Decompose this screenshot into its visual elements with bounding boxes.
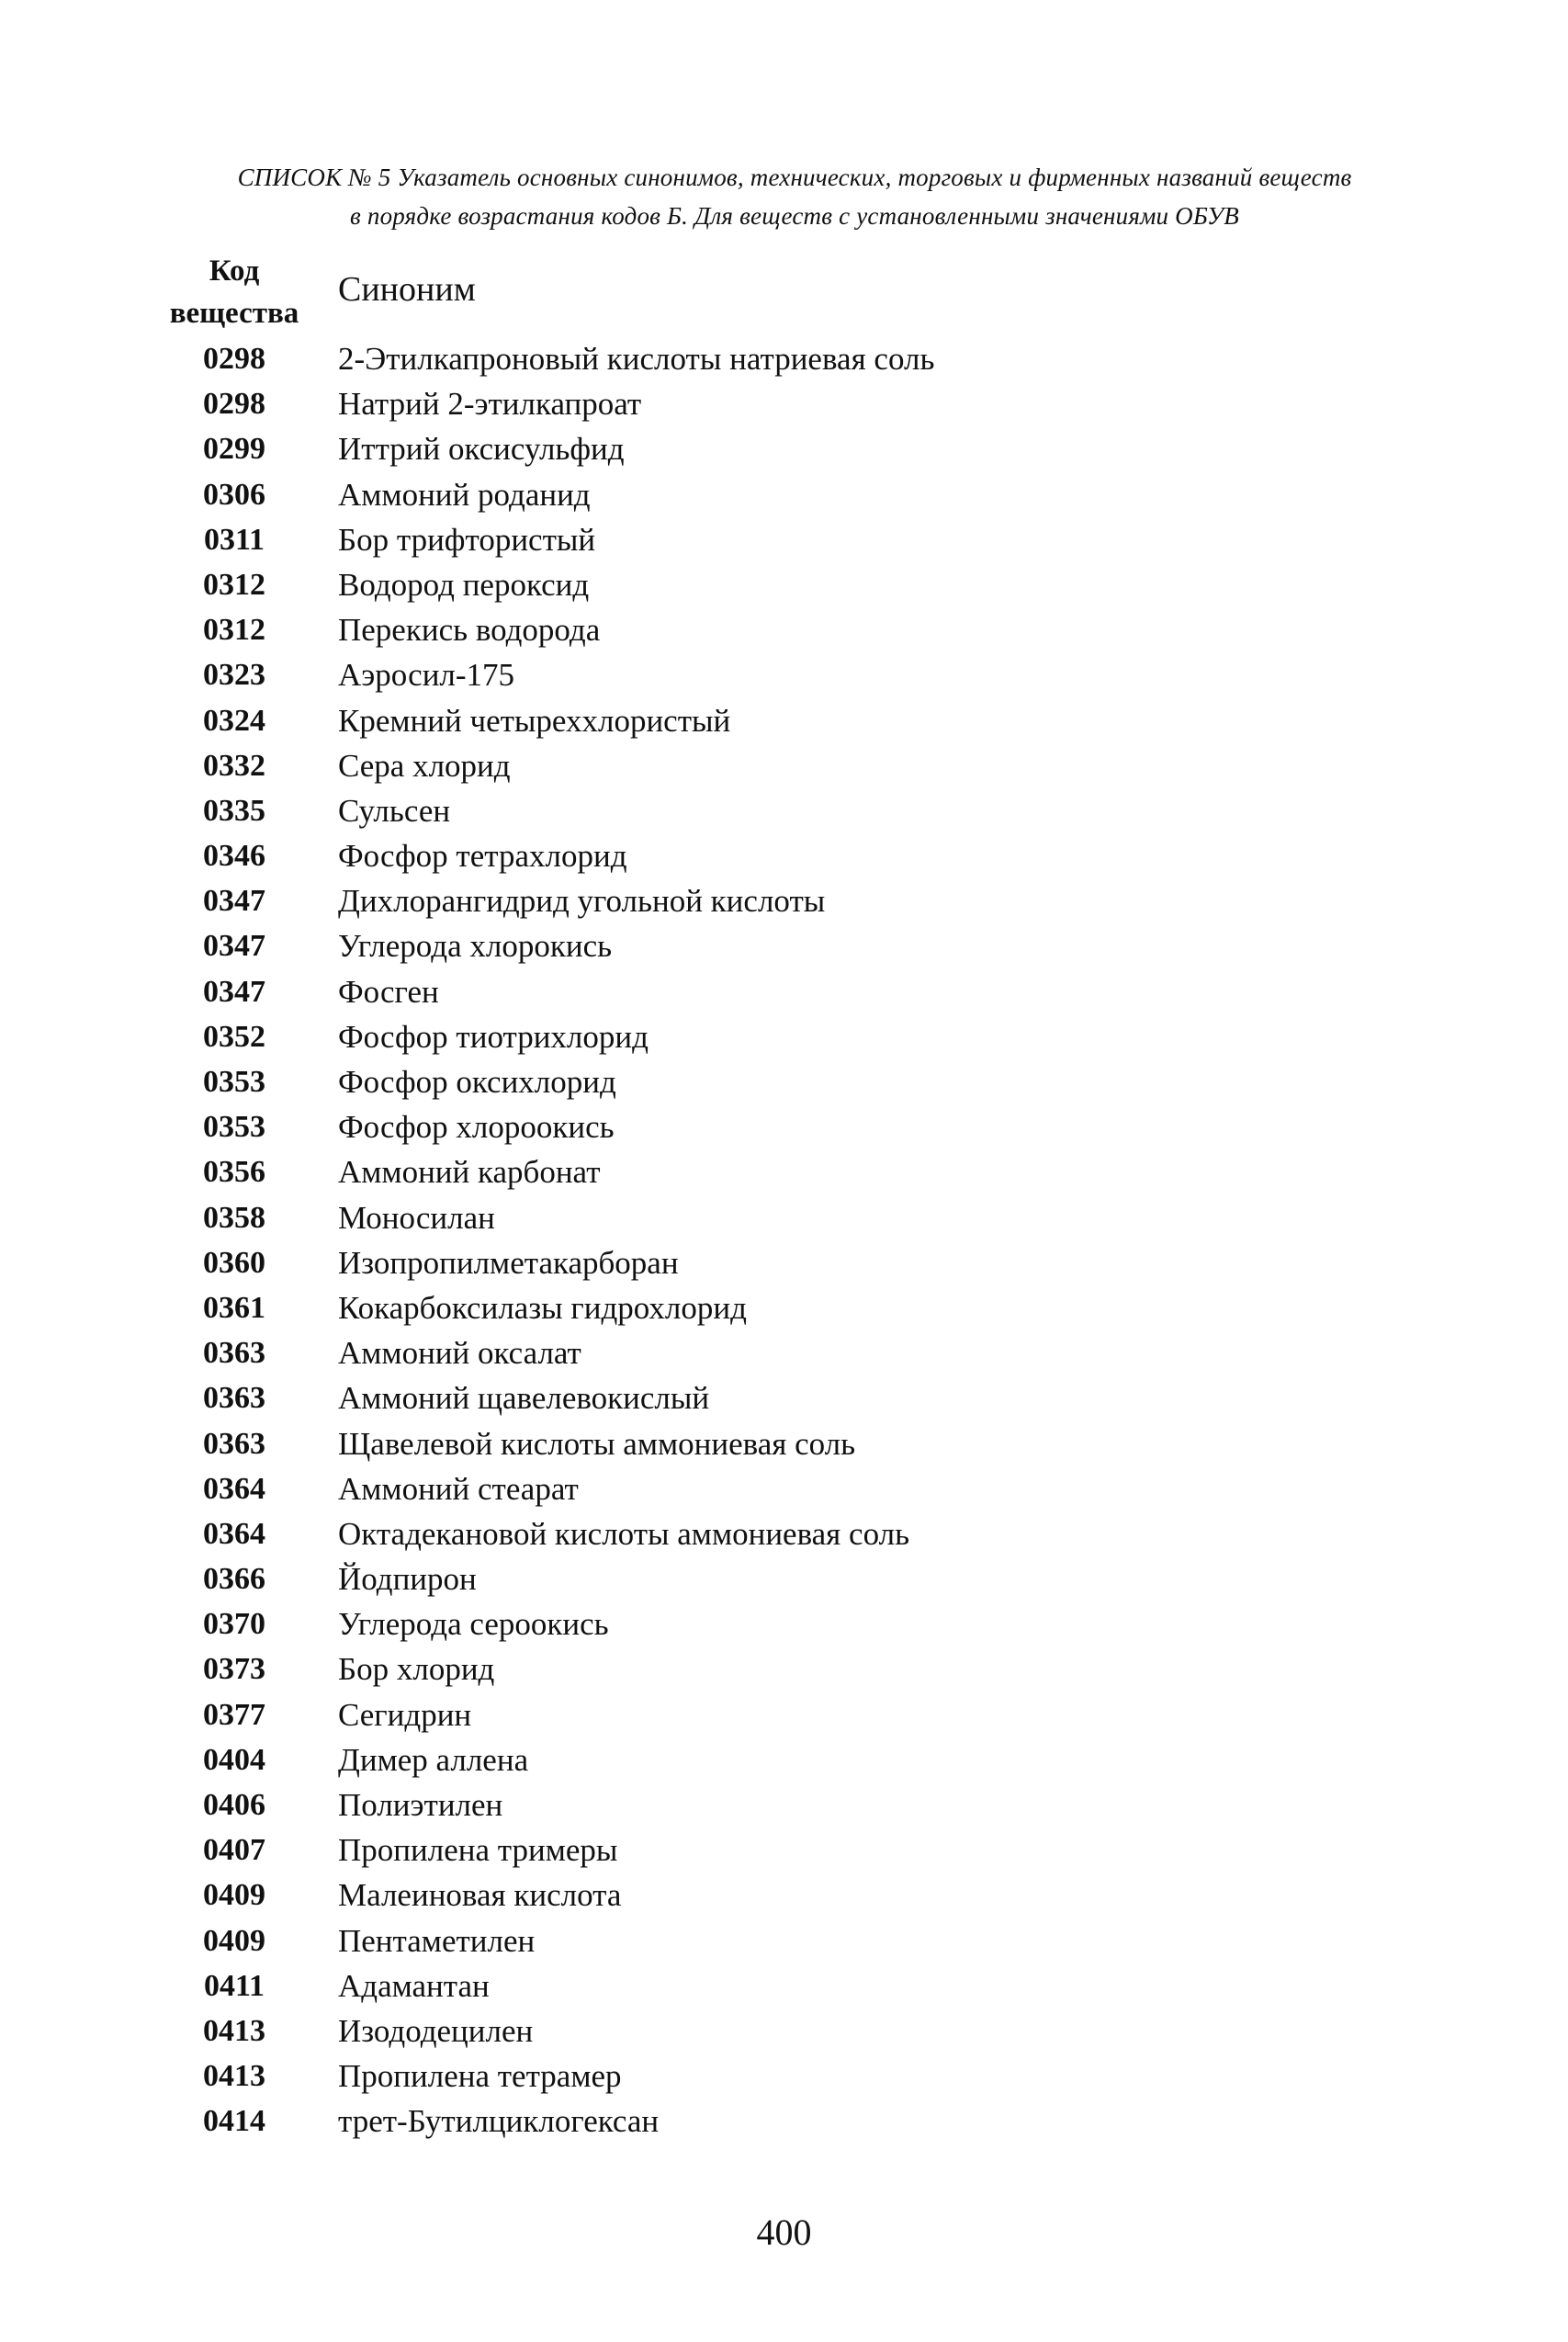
header-line-2: в порядке возрастания кодов Б. Для веществ с установленными значениями ОБУВ xyxy=(350,202,1239,230)
table-row xyxy=(138,878,1332,923)
substance-code: 0411 xyxy=(203,1968,265,2003)
code-header-line-2: вещества xyxy=(169,297,299,330)
substance-code: 0409 xyxy=(203,1923,265,1958)
substance-code: 0352 xyxy=(203,1019,265,1054)
substance-code: 0409 xyxy=(203,1878,265,1913)
table-row xyxy=(138,1692,1332,1737)
synonym-name: Пропилена тетрамер xyxy=(338,2058,622,2095)
substance-code: 0298 xyxy=(203,342,265,376)
synonym-name: Пропилена тримеры xyxy=(338,1832,618,1869)
table-row xyxy=(138,472,1332,517)
substance-code: 0353 xyxy=(203,1110,265,1145)
table-row xyxy=(138,1918,1332,1963)
substance-code: 0347 xyxy=(203,974,265,1009)
header-line-1: СПИСОК № 5 Указатель основных синонимов, технических, торговых и фирменных названий веществ xyxy=(237,164,1352,191)
substance-code: 0407 xyxy=(203,1833,265,1868)
synonym-name: Натрий 2-этилкапроат xyxy=(338,386,642,423)
table-row xyxy=(138,1556,1332,1601)
synonym-name: 2-Этилкапроновый кислоты натриевая соль xyxy=(338,341,935,377)
substance-code: 0364 xyxy=(203,1471,265,1506)
synonym-name: Сульсен xyxy=(338,792,451,829)
table-row xyxy=(138,2099,1332,2144)
synonym-name: Аэросил-175 xyxy=(338,657,515,694)
page-number: 400 xyxy=(756,2212,812,2253)
synonym-name: Сера хлорид xyxy=(338,747,511,784)
synonym-name: Бор трифтористый xyxy=(338,521,596,558)
table-row xyxy=(138,1059,1332,1104)
substance-code: 0363 xyxy=(203,1426,265,1461)
synonym-name: Щавелевой кислоты аммониевая соль xyxy=(338,1425,856,1462)
substance-code: 0358 xyxy=(203,1200,265,1235)
table-row xyxy=(138,1375,1332,1420)
substance-code: 0353 xyxy=(203,1065,265,1099)
substance-code: 0347 xyxy=(203,884,265,919)
substance-code: 0363 xyxy=(203,1381,265,1416)
table-row xyxy=(138,426,1332,471)
table-row xyxy=(138,1511,1332,1556)
synonym-name: Аммоний стеарат xyxy=(338,1470,579,1507)
substance-code: 0312 xyxy=(203,567,265,602)
substance-code: 0299 xyxy=(203,432,265,467)
substance-code: 0323 xyxy=(203,658,265,693)
synonym-name: Изопропилметакарборан xyxy=(338,1244,679,1281)
code-header-line-1: Код xyxy=(209,255,260,288)
synonym-name: Иттрий оксисульфид xyxy=(338,431,625,468)
synonym-name: Аммоний роданид xyxy=(338,476,591,513)
table-row xyxy=(138,652,1332,697)
substance-code: 0370 xyxy=(203,1607,265,1642)
table-row xyxy=(138,1330,1332,1375)
table-row xyxy=(138,1872,1332,1918)
synonym-name: Фосфор тетрахлорид xyxy=(338,838,627,875)
column-headers xyxy=(138,250,1332,333)
table-row xyxy=(138,1963,1332,2008)
synonym-name: Водород пероксид xyxy=(338,566,590,603)
synonym-name: Фосген xyxy=(338,973,439,1010)
substance-code: 0377 xyxy=(203,1697,265,1732)
substance-code: 0356 xyxy=(203,1155,265,1190)
table-row xyxy=(138,923,1332,968)
table-row xyxy=(138,1240,1332,1285)
synonym-name: Моносилан xyxy=(338,1199,495,1236)
substance-code: 0373 xyxy=(203,1652,265,1687)
substance-code: 0363 xyxy=(203,1336,265,1371)
table-row xyxy=(138,788,1332,833)
synonym-column-header: Синоним xyxy=(338,270,476,309)
substance-code: 0335 xyxy=(203,793,265,828)
table-row xyxy=(138,1601,1332,1646)
table-row xyxy=(138,2053,1332,2099)
table-row xyxy=(138,698,1332,743)
synonym-name: Дихлорангидрид угольной кислоты xyxy=(338,883,826,920)
substance-code: 0364 xyxy=(203,1516,265,1551)
synonym-name: Кремний четыреххлористый xyxy=(338,702,731,739)
table-row xyxy=(138,1285,1332,1330)
synonym-name: Полиэтилен xyxy=(338,1787,503,1823)
table-row xyxy=(138,1149,1332,1194)
synonym-name: Фосфор оксихлорид xyxy=(338,1064,616,1100)
synonym-name: Углерода сероокись xyxy=(338,1606,609,1643)
synonym-name: Фосфор хлороокись xyxy=(338,1109,615,1146)
substance-code: 0404 xyxy=(203,1742,265,1777)
table-row xyxy=(138,517,1332,562)
substance-code: 0360 xyxy=(203,1245,265,1280)
synonym-name: Бор хлорид xyxy=(338,1651,495,1688)
table-row xyxy=(138,1737,1332,1782)
table-row xyxy=(138,1646,1332,1691)
table-row xyxy=(138,1014,1332,1059)
table-row xyxy=(138,1104,1332,1149)
table-row xyxy=(138,607,1332,652)
substance-code: 0346 xyxy=(203,839,265,874)
synonym-table xyxy=(138,336,1332,2144)
substance-code: 0347 xyxy=(203,929,265,964)
table-row xyxy=(138,336,1332,381)
substance-code: 0414 xyxy=(203,2104,265,2139)
substance-code: 0413 xyxy=(203,2013,265,2048)
synonym-name: Фосфор тиотрихлорид xyxy=(338,1018,649,1055)
synonym-name: Пентаметилен xyxy=(338,1922,536,1959)
synonym-name: Изододецилен xyxy=(338,2012,534,2049)
table-row xyxy=(138,1466,1332,1511)
table-row xyxy=(138,1421,1332,1466)
synonym-name: Аммоний карбонат xyxy=(338,1154,601,1191)
synonym-name: Кокарбоксилазы гидрохлорид xyxy=(338,1289,747,1326)
substance-code: 0406 xyxy=(203,1788,265,1822)
table-row xyxy=(138,833,1332,878)
table-row xyxy=(138,1782,1332,1827)
synonym-name: Аммоний щавелевокислый xyxy=(338,1380,710,1417)
substance-code: 0413 xyxy=(203,2059,265,2094)
substance-code: 0332 xyxy=(203,748,265,783)
code-column-header xyxy=(138,250,331,334)
table-row xyxy=(138,1827,1332,1872)
table-row xyxy=(138,2008,1332,2053)
synonym-name: Сегидрин xyxy=(338,1696,472,1733)
synonym-name: Малеиновая кислота xyxy=(338,1877,622,1914)
substance-code: 0324 xyxy=(203,703,265,738)
synonym-name: трет-Бутилциклогексан xyxy=(338,2103,660,2140)
synonym-name: Димер аллена xyxy=(338,1741,529,1778)
table-row xyxy=(138,562,1332,607)
table-row xyxy=(138,743,1332,788)
substance-code: 0311 xyxy=(203,522,265,557)
table-row xyxy=(138,1195,1332,1240)
substance-code: 0366 xyxy=(203,1562,265,1597)
synonym-name: Аммоний оксалат xyxy=(338,1335,581,1372)
table-row xyxy=(138,381,1332,426)
substance-code: 0361 xyxy=(203,1290,265,1325)
table-row xyxy=(138,969,1332,1014)
list-header xyxy=(129,158,1461,235)
substance-code: 0312 xyxy=(203,613,265,648)
substance-code: 0306 xyxy=(203,477,265,512)
synonym-name: Углерода хлорокись xyxy=(338,928,613,965)
synonym-name: Перекись водорода xyxy=(338,612,601,649)
synonym-name: Октадекановой кислоты аммониевая соль xyxy=(338,1515,910,1552)
substance-code: 0298 xyxy=(203,387,265,422)
synonym-name: Йодпирон xyxy=(338,1561,477,1598)
synonym-name: Адамантан xyxy=(338,1967,490,2004)
